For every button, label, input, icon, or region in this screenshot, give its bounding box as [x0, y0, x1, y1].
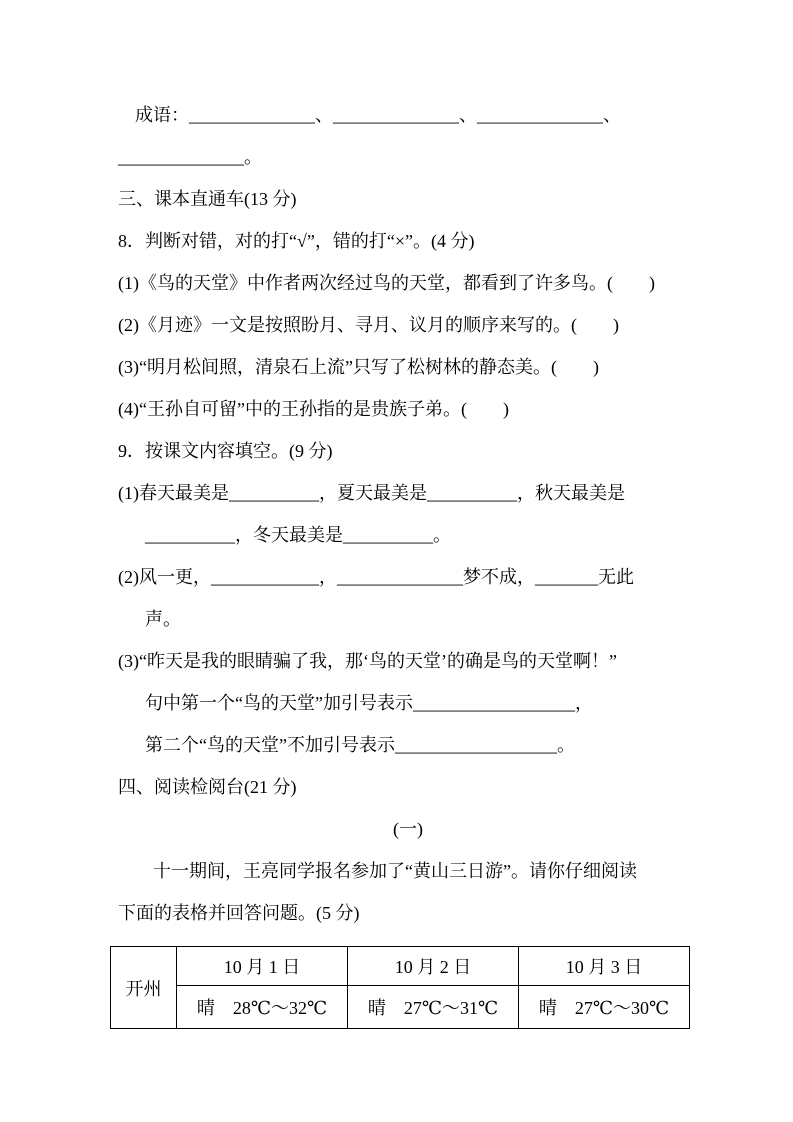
q9-item-3-line-1: (3)“昨天是我的眼睛骗了我，那‘鸟的天堂’的确是鸟的天堂啊！”: [118, 651, 617, 671]
q8-item-2: (2)《月迹》一文是按照盼月、寻月、议月的顺序来写的。( ): [118, 315, 619, 335]
weather-cell-2: 晴 27℃～31℃: [348, 986, 519, 1029]
q8-instruction: 8．判断对错，对的打“√”，错的打“×”。(4 分): [118, 231, 475, 251]
q9-instruction: 9．按课文内容填空。(9 分): [118, 441, 333, 461]
table-row-dates: [111, 947, 690, 986]
date-cell-1: 10 月 1 日: [177, 947, 348, 986]
passage-intro-line-1: 十一期间，王亮同学报名参加了“黄山三日游”。请你仔细阅读: [153, 861, 637, 881]
q8-item-3: (3)“明月松间照，清泉石上流”只写了松树林的静态美。( ): [118, 357, 599, 377]
q8-item-1: (1)《鸟的天堂》中作者两次经过鸟的天堂，都看到了许多鸟。( ): [118, 273, 655, 293]
q9-item-1-line-2: __________，冬天最美是__________。: [145, 525, 451, 545]
date-cell-2: 10 月 2 日: [348, 947, 519, 986]
weather-cell-3: 晴 27℃～30℃: [519, 986, 690, 1029]
q9-item-3-line-2: 句中第一个“鸟的天堂”加引号表示__________________，: [145, 693, 593, 713]
q9-item-3-line-3: 第二个“鸟的天堂”不加引号表示__________________。: [145, 735, 575, 755]
weather-cell-1: 晴 28℃～32℃: [177, 986, 348, 1029]
passage-intro-line-2: 下面的表格并回答问题。(5 分): [118, 903, 360, 923]
chengyu-blank-line-2: ______________。: [118, 147, 262, 167]
q9-item-2-line-2: 声。: [145, 609, 181, 629]
table-row-weather: [111, 986, 690, 1029]
region-cell: 开州: [111, 947, 177, 1029]
date-cell-3: 10 月 3 日: [519, 947, 690, 986]
weather-table: [110, 946, 690, 1029]
q9-item-2-line-1: (2)风一更，____________，______________梦不成，_______无此: [118, 567, 634, 587]
section-4-heading: 四、阅读检阅台(21 分): [118, 777, 297, 797]
passage-1-label: (一): [393, 819, 423, 839]
q9-item-1-line-1: (1)春天最美是__________，夏天最美是__________，秋天最美是: [118, 483, 625, 503]
q8-item-4: (4)“王孙自可留”中的王孙指的是贵族子弟。( ): [118, 399, 509, 419]
section-3-heading: 三、课本直通车(13 分): [118, 189, 297, 209]
chengyu-blank-line-1: 成语：______________、______________、______________、: [135, 105, 621, 125]
